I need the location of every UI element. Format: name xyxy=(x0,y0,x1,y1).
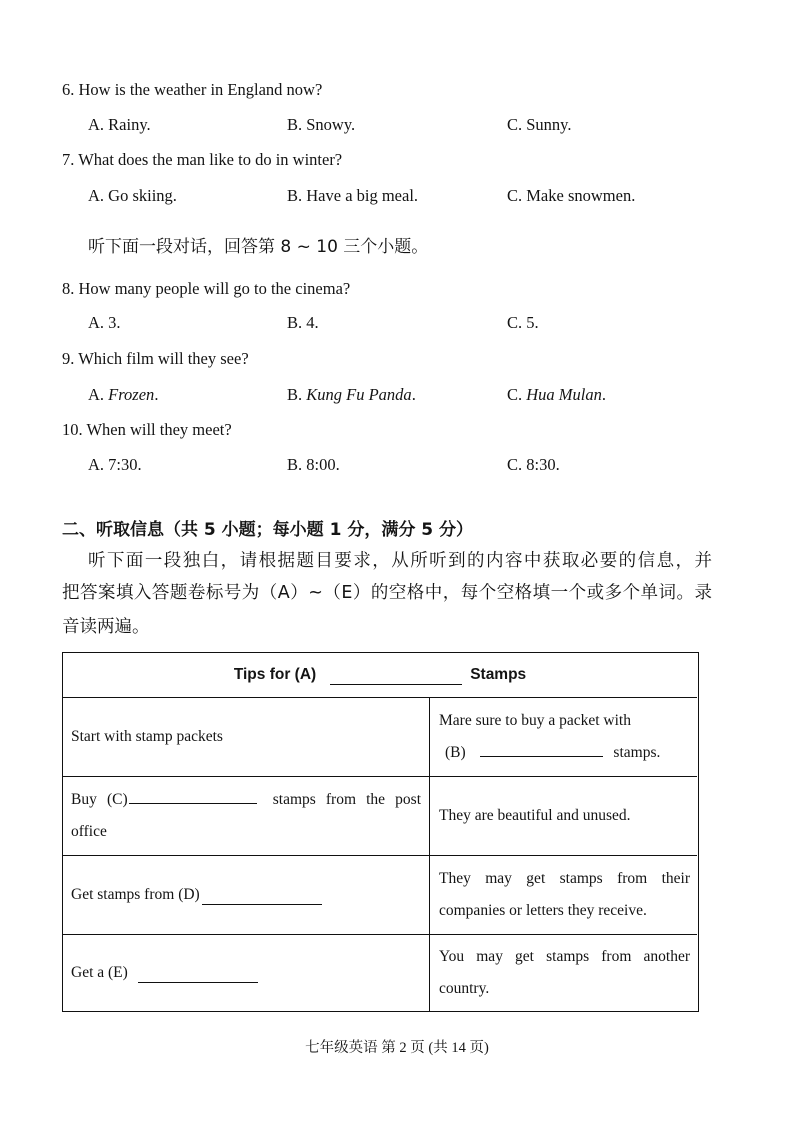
question-8 xyxy=(62,279,350,299)
question-text: Which film will they see? xyxy=(78,349,249,368)
row1-right-after: stamps. xyxy=(613,744,661,761)
option-a: A. 7:30. xyxy=(88,455,142,474)
question-number: 6. xyxy=(62,80,75,99)
film-title: Frozen xyxy=(108,385,155,404)
option-b: B. 8:00. xyxy=(287,455,340,474)
question-number: 9. xyxy=(62,349,75,368)
answer-blank-d xyxy=(202,886,322,905)
option-c: C. 5. xyxy=(507,313,539,332)
option-c: C. Make snowmen. xyxy=(507,186,636,205)
question-9 xyxy=(62,349,249,369)
question-number: 10. xyxy=(62,420,83,439)
table-cell xyxy=(430,934,697,1011)
row1-left-text: Start with stamp packets xyxy=(71,728,223,745)
table-cell xyxy=(430,697,697,776)
question-text: What does the man like to do in winter? xyxy=(78,150,343,169)
table-cell xyxy=(63,934,430,1011)
option-c xyxy=(507,385,606,405)
instruction-line-1: 听下面一段独白，请根据题目要求，从所听到的内容中获取必要的信息，并 xyxy=(88,551,712,571)
row1-right-text: Mare sure to buy a packet with xyxy=(439,712,631,729)
option-a: A. Rainy. xyxy=(88,115,151,134)
answer-blank-e xyxy=(138,964,258,983)
blank-label-e: (E) xyxy=(108,964,128,981)
question-number: 8. xyxy=(62,279,75,298)
option-b: B. Snowy. xyxy=(287,115,356,134)
table-cell xyxy=(63,776,430,855)
page-footer: 七年级英语 第 2 页 (共 14 页) xyxy=(305,1040,489,1056)
question-text: How is the weather in England now? xyxy=(78,80,323,99)
blank-label-d: (D) xyxy=(178,886,200,903)
film-title: Hua Mulan xyxy=(526,385,602,404)
row4-right-text: You may get stamps from another country. xyxy=(439,948,690,997)
option-label: C. xyxy=(507,385,523,404)
blank-label-b: (B) xyxy=(445,744,466,761)
header-prefix: Tips for (A) xyxy=(233,666,317,683)
option-punct: . xyxy=(411,385,416,404)
answer-blank-c xyxy=(129,785,257,804)
table-header xyxy=(63,653,697,697)
dialog-instruction: 听下面一段对话，回答第 8 ~ 10 三个小题。 xyxy=(88,237,429,257)
instruction-line-3: 音读两遍。 xyxy=(62,617,150,637)
option-punct: . xyxy=(601,385,607,404)
option-punct: . xyxy=(154,385,159,404)
option-c: C. 8:30. xyxy=(507,455,560,474)
option-b: B. Have a big meal. xyxy=(287,186,419,205)
question-number: 7. xyxy=(62,150,75,169)
row3-left-before: Get stamps from xyxy=(71,886,175,903)
film-title: Kung Fu Panda xyxy=(306,385,412,404)
info-table xyxy=(62,652,699,1012)
option-b: B. 4. xyxy=(287,313,319,332)
option-b xyxy=(287,385,416,405)
question-7 xyxy=(62,150,342,170)
option-c: C. Sunny. xyxy=(507,115,572,134)
question-text: How many people will go to the cinema? xyxy=(78,279,351,298)
row2-right-text: They are beautiful and unused. xyxy=(439,807,631,824)
table-cell xyxy=(430,855,697,934)
option-label: A. xyxy=(88,385,105,404)
option-a: A. 3. xyxy=(88,313,121,332)
question-text: When will they meet? xyxy=(86,420,232,439)
instruction-line-2: 把答案填入答题卷标号为（A）~（E）的空格中，每个空格填一个或多个单词。录 xyxy=(62,583,712,603)
row3-right-text: They may get stamps from their companies or letters they receive. xyxy=(439,870,690,919)
table-cell xyxy=(63,855,430,934)
option-a xyxy=(88,385,158,405)
table-cell xyxy=(63,697,430,776)
option-label: B. xyxy=(287,385,303,404)
option-a: A. Go skiing. xyxy=(88,186,177,205)
row2-left-before: Buy xyxy=(71,791,97,808)
section-title: 二、听取信息（共 5 小题；每小题 1 分，满分 5 分） xyxy=(62,520,473,540)
question-10 xyxy=(62,420,232,440)
table-cell xyxy=(430,776,697,855)
row2-left-after: stamps from the post office xyxy=(71,791,422,840)
answer-blank-b xyxy=(480,738,603,757)
blank-label-c: (C) xyxy=(106,791,128,808)
question-6 xyxy=(62,80,322,100)
answer-blank-a xyxy=(330,666,462,685)
header-suffix: Stamps xyxy=(470,666,527,683)
row4-left-before: Get a xyxy=(71,964,105,981)
